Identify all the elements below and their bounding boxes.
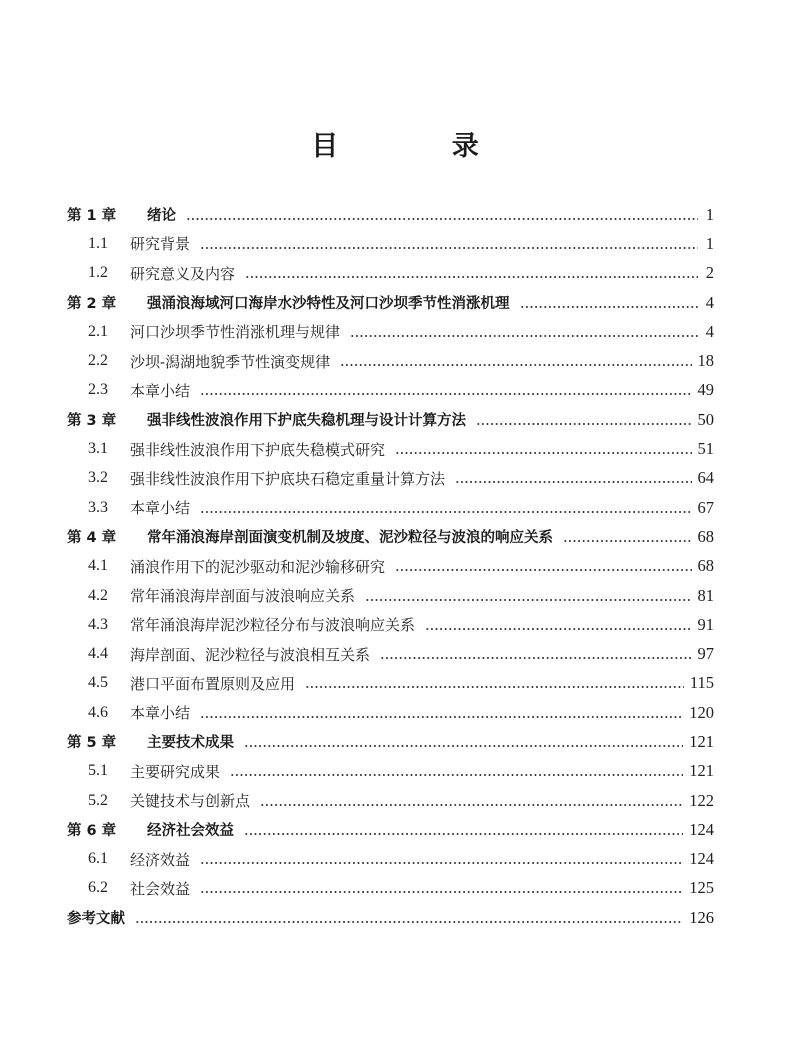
entry-page-number: 4: [705, 292, 714, 312]
toc-entry-section[interactable]: [67, 786, 714, 815]
entry-number: 6.1: [88, 850, 108, 868]
entry-title: 强涌浪海域河口海岸水沙特性及河口沙坝季节性消涨机理: [147, 296, 510, 313]
dot-leader: [200, 716, 683, 718]
entry-page-number: 125: [689, 878, 714, 898]
dot-leader: [244, 745, 683, 747]
toc-entry-chapter[interactable]: [67, 727, 714, 756]
entry-page-number: 97: [697, 644, 714, 664]
dot-leader: [563, 540, 692, 542]
entry-title: 常年涌浪海岸剖面与波浪响应关系: [130, 587, 356, 605]
entry-number: 4.6: [88, 703, 108, 721]
entry-title: 本章小结: [130, 704, 191, 723]
entry-number: 6.2: [88, 879, 108, 897]
entry-number: 3.1: [88, 440, 108, 458]
toc-entry-section[interactable]: [67, 757, 714, 786]
dot-leader: [455, 481, 691, 483]
entry-title: 经济社会效益: [147, 823, 234, 840]
dot-leader: [230, 774, 683, 776]
entry-number: 4.1: [88, 557, 108, 575]
entry-page-number: 91: [697, 614, 714, 634]
toc-entry-section[interactable]: [67, 581, 714, 610]
toc-entry-chapter[interactable]: [67, 288, 714, 317]
dot-leader: [340, 364, 691, 366]
dot-leader: [200, 891, 683, 893]
entry-page-number: 50: [697, 409, 714, 429]
entry-page-number: 115: [689, 673, 714, 693]
entry-number: 4.5: [88, 674, 108, 692]
entry-page-number: 126: [689, 907, 714, 927]
entry-title: 绪论: [147, 208, 176, 225]
entry-page-number: 1: [705, 233, 714, 253]
entry-title: 研究意义及内容: [130, 264, 236, 283]
entry-page-number: 2: [705, 263, 714, 283]
entry-page-number: 49: [697, 380, 714, 400]
toc-entry-section[interactable]: [67, 229, 714, 258]
toc-entry-section[interactable]: [67, 346, 714, 375]
toc-entry-section[interactable]: [67, 552, 714, 581]
toc-entry-section[interactable]: [67, 845, 714, 874]
entry-number: 3.3: [88, 498, 108, 516]
entry-title: 河口沙坝季节性消涨机理与规律: [130, 323, 341, 342]
entry-page-number: 120: [689, 702, 714, 722]
entry-number: 5.2: [88, 791, 108, 809]
dot-leader: [476, 423, 692, 425]
entry-title: 主要研究成果: [130, 762, 221, 781]
dot-leader: [244, 833, 683, 835]
entry-page-number: 121: [689, 761, 714, 781]
entry-title: 经济效益: [130, 850, 191, 869]
toc-entry-section[interactable]: [67, 464, 714, 493]
entry-title: 强非线性波浪作用下护底块石稳定重量计算方法: [130, 469, 446, 488]
dot-leader: [200, 511, 691, 513]
entry-page-number: 124: [689, 849, 714, 869]
entry-number: 4.4: [88, 645, 108, 663]
dot-leader: [365, 599, 691, 601]
entry-title: 主要技术成果: [147, 735, 234, 752]
dot-leader: [245, 276, 698, 278]
entry-number: 第 3 章: [67, 413, 117, 430]
toc-entry-section[interactable]: [67, 639, 714, 668]
entry-page-number: 4: [705, 321, 714, 341]
entry-page-number: 68: [697, 526, 714, 546]
toc-entry-section[interactable]: [67, 259, 714, 288]
dot-leader: [380, 657, 691, 659]
entry-number: 第 5 章: [67, 735, 117, 752]
toc-entry-section[interactable]: [67, 376, 714, 405]
entry-title: 本章小结: [130, 381, 191, 400]
entry-title: 社会效益: [130, 879, 191, 898]
page-title: 目 录: [311, 131, 531, 162]
entry-page-number: 18: [697, 351, 714, 371]
entry-number: 2.3: [88, 381, 108, 399]
dot-leader: [305, 686, 684, 688]
entry-title: 本章小结: [130, 499, 191, 518]
entry-number: 5.1: [88, 762, 108, 780]
entry-title: 常年涌浪海岸泥沙粒径分布与波浪响应关系: [130, 616, 416, 635]
toc-entry-chapter[interactable]: [67, 405, 714, 434]
entry-page-number: 68: [697, 556, 714, 576]
toc-entry-chapter[interactable]: [67, 815, 714, 844]
dot-leader: [425, 628, 691, 630]
toc-entry-section[interactable]: [67, 434, 714, 463]
dot-leader: [395, 569, 691, 571]
dot-leader: [350, 335, 698, 337]
entry-number: 2.2: [88, 352, 108, 370]
entry-number: 第 2 章: [67, 296, 117, 313]
entry-number: 2.1: [88, 322, 108, 340]
toc-entry-section[interactable]: [67, 317, 714, 346]
entry-title: 强非线性波浪作用下护底失稳机理与设计计算方法: [147, 413, 466, 430]
dot-leader: [186, 218, 698, 220]
toc-entry-chapter[interactable]: [67, 200, 714, 229]
dot-leader: [200, 393, 691, 395]
toc-entry-section[interactable]: [67, 610, 714, 639]
dot-leader: [200, 247, 698, 249]
entry-number: 3.2: [88, 469, 108, 487]
entry-number: 第 1 章: [67, 208, 117, 225]
entry-number: 4.3: [88, 615, 108, 633]
entry-page-number: 121: [689, 731, 714, 751]
entry-title: 强非线性波浪作用下护底失稳模式研究: [130, 440, 386, 459]
entry-page-number: 67: [697, 497, 714, 517]
entry-title: 常年涌浪海岸剖面演变机制及坡度、泥沙粒径与波浪的响应关系: [147, 530, 553, 547]
toc-entry-section[interactable]: [67, 698, 714, 727]
entry-number: 1.2: [88, 264, 108, 282]
dot-leader: [520, 306, 699, 308]
dot-leader: [260, 804, 683, 806]
toc-entry-references[interactable]: [67, 903, 714, 932]
entry-page-number: 81: [697, 585, 714, 605]
toc-entry-chapter[interactable]: [67, 522, 714, 551]
entry-page-number: 124: [689, 819, 714, 839]
entry-title: 涌浪作用下的泥沙驱动和泥沙输移研究: [130, 557, 386, 576]
entry-number: 第 4 章: [67, 530, 117, 547]
entry-title: 港口平面布置原则及应用: [130, 674, 296, 693]
entry-page-number: 64: [697, 468, 714, 488]
toc-entry-section[interactable]: [67, 493, 714, 522]
entry-title: 关键技术与创新点: [130, 792, 251, 811]
entry-title: 参考文献: [67, 911, 125, 928]
table-of-contents: [67, 200, 714, 932]
entry-title: 研究背景: [130, 235, 191, 254]
entry-page-number: 51: [697, 439, 714, 459]
dot-leader: [135, 921, 683, 923]
entry-title: 沙坝-潟湖地貌季节性演变规律: [130, 352, 331, 371]
entry-number: 第 6 章: [67, 823, 117, 840]
dot-leader: [395, 452, 691, 454]
dot-leader: [200, 862, 683, 864]
entry-page-number: 122: [689, 790, 714, 810]
toc-entry-section[interactable]: [67, 669, 714, 698]
entry-title: 海岸剖面、泥沙粒径与波浪相互关系: [130, 645, 371, 664]
entry-number: 1.1: [88, 234, 108, 252]
entry-page-number: 1: [705, 204, 714, 224]
entry-number: 4.2: [88, 586, 108, 604]
toc-entry-section[interactable]: [67, 874, 714, 903]
